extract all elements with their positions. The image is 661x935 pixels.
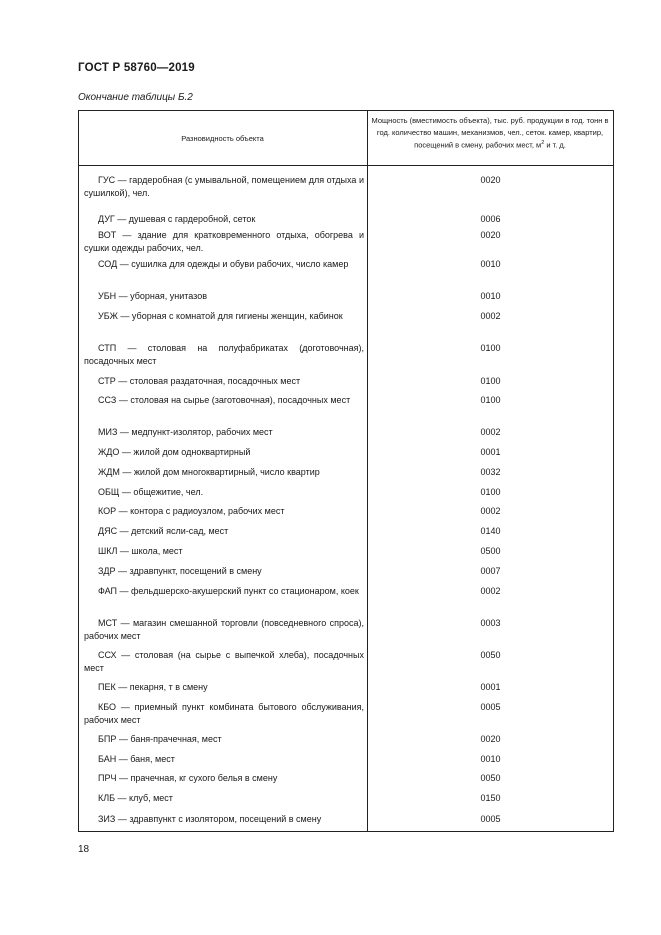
object-type-cell: ДЯС — детский ясли-сад, мест (98, 526, 229, 536)
capacity-cell: 0020 (480, 230, 501, 240)
object-type-cell: СОД — сушилка для одежды и обуви рабочих, число камер (98, 259, 349, 269)
col-header-object-type: Разновидность объекта (181, 133, 264, 143)
capacity-cell: 0005 (480, 702, 501, 712)
object-type-cell: ВОТ — здание для кратковременного отдыха, обогрева и сушки одежды рабочих, чел. (84, 230, 364, 253)
capacity-cell: 0020 (480, 734, 501, 744)
object-type-cell: МИЗ — медпункт-изолятор, рабочих мест (98, 427, 273, 437)
col-header-capacity-tail: и т. д. (544, 140, 566, 150)
object-type-cell: СТП — столовая на полуфабрикатах (доготовочная), посадочных мест (84, 343, 364, 366)
capacity-cell: 0150 (480, 793, 501, 803)
object-type-cell: КБО — приемный пункт комбината бытового обслуживания, рабочих мест (84, 702, 364, 725)
object-type-cell: ЗИЗ — здравпункт с изолятором, посещений в смену (98, 814, 322, 824)
object-type-cell: ЖДО — жилой дом одноквартирный (98, 447, 251, 457)
object-type-cell: СТР — столовая раздаточная, посадочных мест (98, 376, 301, 386)
capacity-cell: 0010 (480, 259, 501, 269)
capacity-cell: 0002 (480, 311, 501, 321)
object-type-cell: ССХ — столовая (на сырье с выпечкой хлеба), посадочных мест (84, 650, 364, 673)
table-caption: Окончание таблицы Б.2 (78, 92, 193, 103)
capacity-cell: 0500 (480, 546, 501, 556)
object-type-cell: ДУГ — душевая с гардеробной, сеток (98, 214, 256, 224)
object-type-cell: ГУС — гардеробная (с умывальной, помещением для отдыха и сушилкой), чел. (84, 175, 364, 198)
capacity-cell: 0010 (480, 291, 501, 301)
capacity-cell: 0002 (480, 586, 501, 596)
standard-title: ГОСТ Р 58760—2019 (78, 62, 195, 74)
capacity-cell: 0100 (480, 487, 501, 497)
object-type-cell: ЖДМ — жилой дом многоквартирный, число квартир (98, 467, 320, 477)
object-type-cell: УБЖ — уборная с комнатой для гигиены женщин, кабинок (98, 311, 343, 321)
capacity-cell: 0001 (480, 447, 501, 457)
table-header (78, 110, 614, 166)
object-type-cell: БАН — баня, мест (98, 754, 175, 764)
col-header-capacity-sup: 2 (541, 140, 545, 146)
object-type-cell: ПЕК — пекарня, т в смену (98, 682, 208, 692)
capacity-cell: 0001 (480, 682, 501, 692)
capacity-cell: 0007 (480, 566, 501, 576)
object-types-table (78, 110, 614, 832)
capacity-cell: 0050 (480, 773, 501, 783)
object-type-cell: ОБЩ — общежитие, чел. (98, 487, 204, 497)
object-type-cell: ФАП — фельдшерско-акушерский пункт со стационаром, коек (98, 586, 359, 596)
capacity-cell: 0100 (480, 376, 501, 386)
col-header-capacity-text: Мощность (вместимость объекта), тыс. руб. продукции в год. тонн в год. количество машин, механизмов, чел., сеток. камер, квартир, посещений в смену, рабочих мест, м (371, 116, 609, 150)
capacity-cell: 0003 (480, 618, 501, 628)
capacity-cell: 0020 (480, 175, 501, 185)
object-type-cell: УБН — уборная, унитазов (98, 291, 207, 301)
capacity-cell: 0010 (480, 754, 501, 764)
capacity-cell: 0100 (480, 343, 501, 353)
capacity-cell: 0002 (480, 506, 501, 516)
object-type-cell: ШКЛ — школа, мест (98, 546, 183, 556)
object-type-cell: КОР — контора с радиоузлом, рабочих мест (98, 506, 285, 516)
object-type-cell: БПР — баня-прачечная, мест (98, 734, 222, 744)
capacity-cell: 0002 (480, 427, 501, 437)
object-type-cell: ССЗ — столовая на сырье (заготовочная), посадочных мест (98, 395, 351, 405)
object-type-cell: ПРЧ — прачечная, кг сухого белья в смену (98, 773, 278, 783)
capacity-cell: 0140 (480, 526, 501, 536)
capacity-cell: 0005 (480, 814, 501, 824)
object-type-cell: КЛБ — клуб, мест (98, 793, 173, 803)
object-type-cell: МСТ — магазин смешанной торговли (повседневного спроса), рабочих мест (84, 618, 364, 641)
capacity-cell: 0032 (480, 467, 501, 477)
page-number: 18 (78, 844, 90, 855)
col-header-capacity (370, 115, 610, 151)
capacity-cell: 0006 (480, 214, 501, 224)
capacity-cell: 0100 (480, 395, 501, 405)
capacity-cell: 0050 (480, 650, 501, 660)
object-type-cell: ЗДР — здравпункт, посещений в смену (98, 566, 262, 576)
